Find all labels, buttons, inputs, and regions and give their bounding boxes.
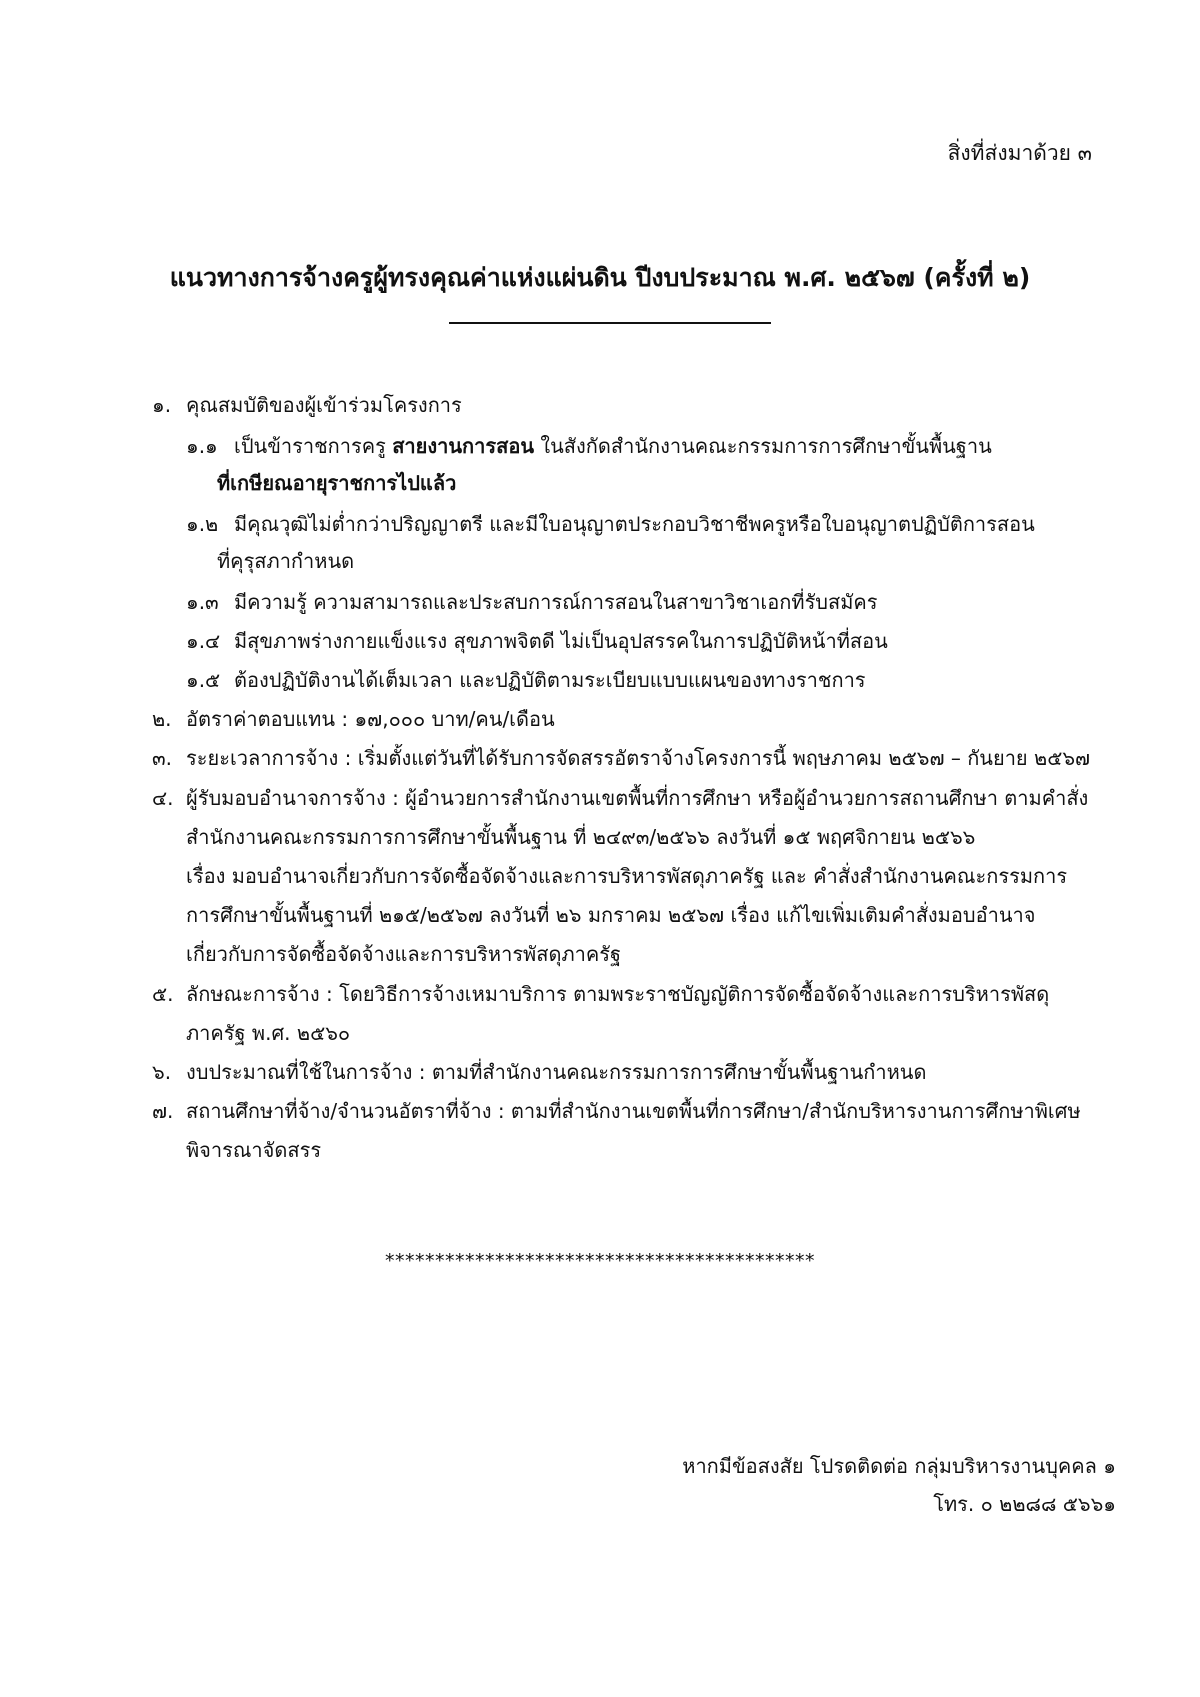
- item-text-post: ในสังกัดสำนักงานคณะกรรมการการศึกษาขั้นพื้นฐาน: [534, 434, 992, 458]
- section-number: ๓.: [152, 746, 173, 770]
- section-number: ๖.: [152, 1060, 172, 1084]
- item-text-bold: สายงานการสอน: [392, 434, 535, 458]
- section-text-line: เกี่ยวกับการจัดซื้อจัดจ้างและการบริหารพัสดุภาครัฐ: [186, 942, 622, 966]
- item-text: มีคุณวุฒิไม่ต่ำกว่าปริญญาตรี และมีใบอนุญาตประกอบวิชาชีพครูหรือใบอนุญาตปฏิบัติการสอน: [234, 512, 1035, 536]
- asterisk-separator: *******************************************: [385, 1250, 815, 1272]
- section-text-line: เรื่อง มอบอำนาจเกี่ยวกับการจัดซื้อจัดจ้างและการบริหารพัสดุภาครัฐ และ คำสั่งสำนักงานคณะกรรมการ: [186, 864, 1068, 888]
- section-number: ๕.: [152, 982, 174, 1006]
- item-number: ๑.๑: [186, 434, 218, 458]
- section-heading: คุณสมบัติของผู้เข้าร่วมโครงการ: [186, 393, 462, 417]
- section-number: ๒.: [152, 707, 172, 731]
- section-number: ๗.: [152, 1099, 174, 1123]
- section-text: อัตราค่าตอบแทน : ๑๗,๐๐๐ บาท/คน/เดือน: [186, 707, 555, 731]
- section-text-line: พิจารณาจัดสรร: [186, 1138, 322, 1162]
- item-text-pre: เป็นข้าราชการครู: [234, 434, 393, 458]
- section-text: งบประมาณที่ใช้ในการจ้าง : ตามที่สำนักงานคณะกรรมการการศึกษาขั้นพื้นฐานกำหนด: [186, 1060, 927, 1084]
- item-text-continuation: ที่คุรุสภากำหนด: [217, 549, 355, 573]
- section-number: ๑.: [152, 393, 172, 417]
- item-text: ต้องปฏิบัติงานได้เต็มเวลา และปฏิบัติตามระเบียบแบบแผนของทางราชการ: [234, 668, 866, 692]
- section-text-line: ภาครัฐ พ.ศ. ๒๕๖๐: [186, 1021, 351, 1045]
- item-text: [234, 430, 992, 462]
- item-text: มีสุขภาพร่างกายแข็งแรง สุขภาพจิตดี ไม่เป็นอุปสรรคในการปฏิบัติหน้าที่สอน: [234, 629, 888, 653]
- item-number: ๑.๒: [186, 512, 219, 536]
- section-text: ระยะเวลาการจ้าง : เริ่มตั้งแต่วันที่ได้รับการจัดสรรอัตราจ้างโครงการนี้ พฤษภาคม ๒๕๖๗ – กันยาย ๒๕๖๗: [186, 746, 1091, 770]
- enclosure-label: สิ่งที่ส่งมาด้วย ๓: [947, 141, 1092, 165]
- section-text-line: สถานศึกษาที่จ้าง/จำนวนอัตราที่จ้าง : ตามที่สำนักงานเขตพื้นที่การศึกษา/สำนักบริหารงานการศึกษาพิเศษ: [186, 1099, 1081, 1123]
- section-text-line: ลักษณะการจ้าง : โดยวิธีการจ้างเหมาบริการ ตามพระราชบัญญัติการจัดซื้อจัดจ้างและการบริหารพัสดุ: [186, 982, 1050, 1006]
- contact-phone: โทร. ๐ ๒๒๘๘ ๕๖๖๑: [933, 1492, 1116, 1516]
- item-number: ๑.๕: [186, 668, 221, 692]
- item-number: ๑.๓: [186, 590, 219, 614]
- section-text-line: สำนักงานคณะกรรมการการศึกษาขั้นพื้นฐาน ที่ ๒๔๙๓/๒๕๖๖ ลงวันที่ ๑๕ พฤศจิกายน ๒๕๖๖: [186, 825, 976, 849]
- title-underline: [449, 322, 771, 324]
- item-text: มีความรู้ ความสามารถและประสบการณ์การสอนในสาขาวิชาเอกที่รับสมัคร: [234, 590, 878, 614]
- item-number: ๑.๔: [186, 629, 221, 653]
- contact-line: หากมีข้อสงสัย โปรดติดต่อ กลุ่มบริหารงานบุคคล ๑: [682, 1454, 1116, 1478]
- section-text-line: การศึกษาขั้นพื้นฐานที่ ๒๑๕/๒๕๖๗ ลงวันที่ ๒๖ มกราคม ๒๕๖๗ เรื่อง แก้ไขเพิ่มเติมคำสั่งมอบอำนาจ: [186, 903, 1036, 927]
- item-text-continuation: ที่เกษียณอายุราชการไปแล้ว: [217, 471, 457, 495]
- section-number: ๔.: [152, 786, 174, 810]
- section-text-line: ผู้รับมอบอำนาจการจ้าง : ผู้อำนวยการสำนักงานเขตพื้นที่การศึกษา หรือผู้อำนวยการสถานศึกษา ตามคำสั่ง: [186, 786, 1089, 810]
- document-title: แนวทางการจ้างครูผู้ทรงคุณค่าแห่งแผ่นดิน ปีงบประมาณ พ.ศ. ๒๕๖๗ (ครั้งที่ ๒): [169, 263, 1031, 292]
